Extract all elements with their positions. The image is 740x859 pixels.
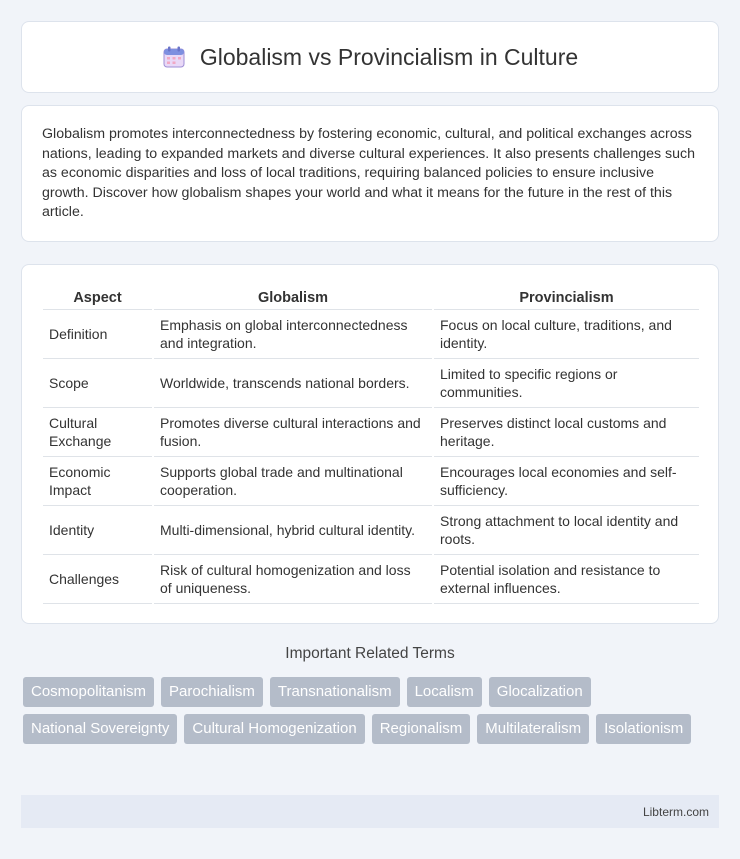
header-globalism: Globalism [153,285,433,309]
table-cell: Potential isolation and resistance to external influences. [433,554,699,603]
table-row [43,309,699,358]
tag-multilateralism[interactable]: Multilateralism [477,714,589,744]
table-header-row [43,285,699,309]
table-cell: Cultural Exchange [43,407,153,456]
title-card [21,21,719,93]
table-cell: Economic Impact [43,456,153,505]
page-title: Globalism vs Provincialism in Culture [199,43,579,70]
table-cell: Multi-dimensional, hybrid cultural identity. [153,505,433,554]
related-terms-title: Important Related Terms [285,645,455,662]
comparison-table [43,285,699,604]
table-cell: Strong attachment to local identity and roots. [433,505,699,554]
table-cell: Scope [43,358,153,407]
tag-transnationalism[interactable]: Transnationalism [270,677,400,707]
table-cell: Preserves distinct local customs and heritage. [433,407,699,456]
table-cell: Emphasis on global interconnectedness and integration. [153,309,433,358]
table-row [43,407,699,456]
table-cell: Promotes diverse cultural interactions and fusion. [153,407,433,456]
table-cell: Limited to specific regions or communities. [433,358,699,407]
tag-national-sovereignty[interactable]: National Sovereignty [23,714,177,744]
table-cell: Challenges [43,554,153,603]
header-aspect: Aspect [43,285,153,309]
table-cell: Risk of cultural homogenization and loss of uniqueness. [153,554,433,603]
tag-regionalism[interactable]: Regionalism [372,714,471,744]
table-row [43,505,699,554]
table-cell: Focus on local culture, traditions, and identity. [433,309,699,358]
tag-parochialism[interactable]: Parochialism [161,677,263,707]
table-cell: Supports global trade and multinational cooperation. [153,456,433,505]
intro-card [21,105,719,242]
header-provincialism: Provincialism [433,285,699,309]
table-row [43,554,699,603]
tag-cosmopolitanism[interactable]: Cosmopolitanism [23,677,154,707]
footer-brand[interactable]: Libterm.com [642,804,709,819]
table-cell: Definition [43,309,153,358]
intro-text: Globalism promotes interconnectedness by fostering economic, cultural, and political exchanges across nations, leading to expanded markets and diverse cultural experiences. It also presents challenges such as economic disparities and loss of local traditions, requiring balanced policies to ensure inclusive growth. Discover how globalism shapes your world and what it means for the future in the rest of this article. [42,126,696,221]
table-cell: Identity [43,505,153,554]
tag-isolationism[interactable]: Isolationism [596,714,691,744]
footer [21,795,719,828]
tag-glocalization[interactable]: Glocalization [489,677,591,707]
related-terms-list [23,677,723,744]
table-row [43,358,699,407]
table-cell: Encourages local economies and self-sufficiency. [433,456,699,505]
tag-localism[interactable]: Localism [407,677,482,707]
tag-cultural-homogenization[interactable]: Cultural Homogenization [184,714,364,744]
table-cell: Worldwide, transcends national borders. [153,358,433,407]
calendar-icon [162,45,186,69]
table-row [43,456,699,505]
comparison-table-card [21,264,719,624]
